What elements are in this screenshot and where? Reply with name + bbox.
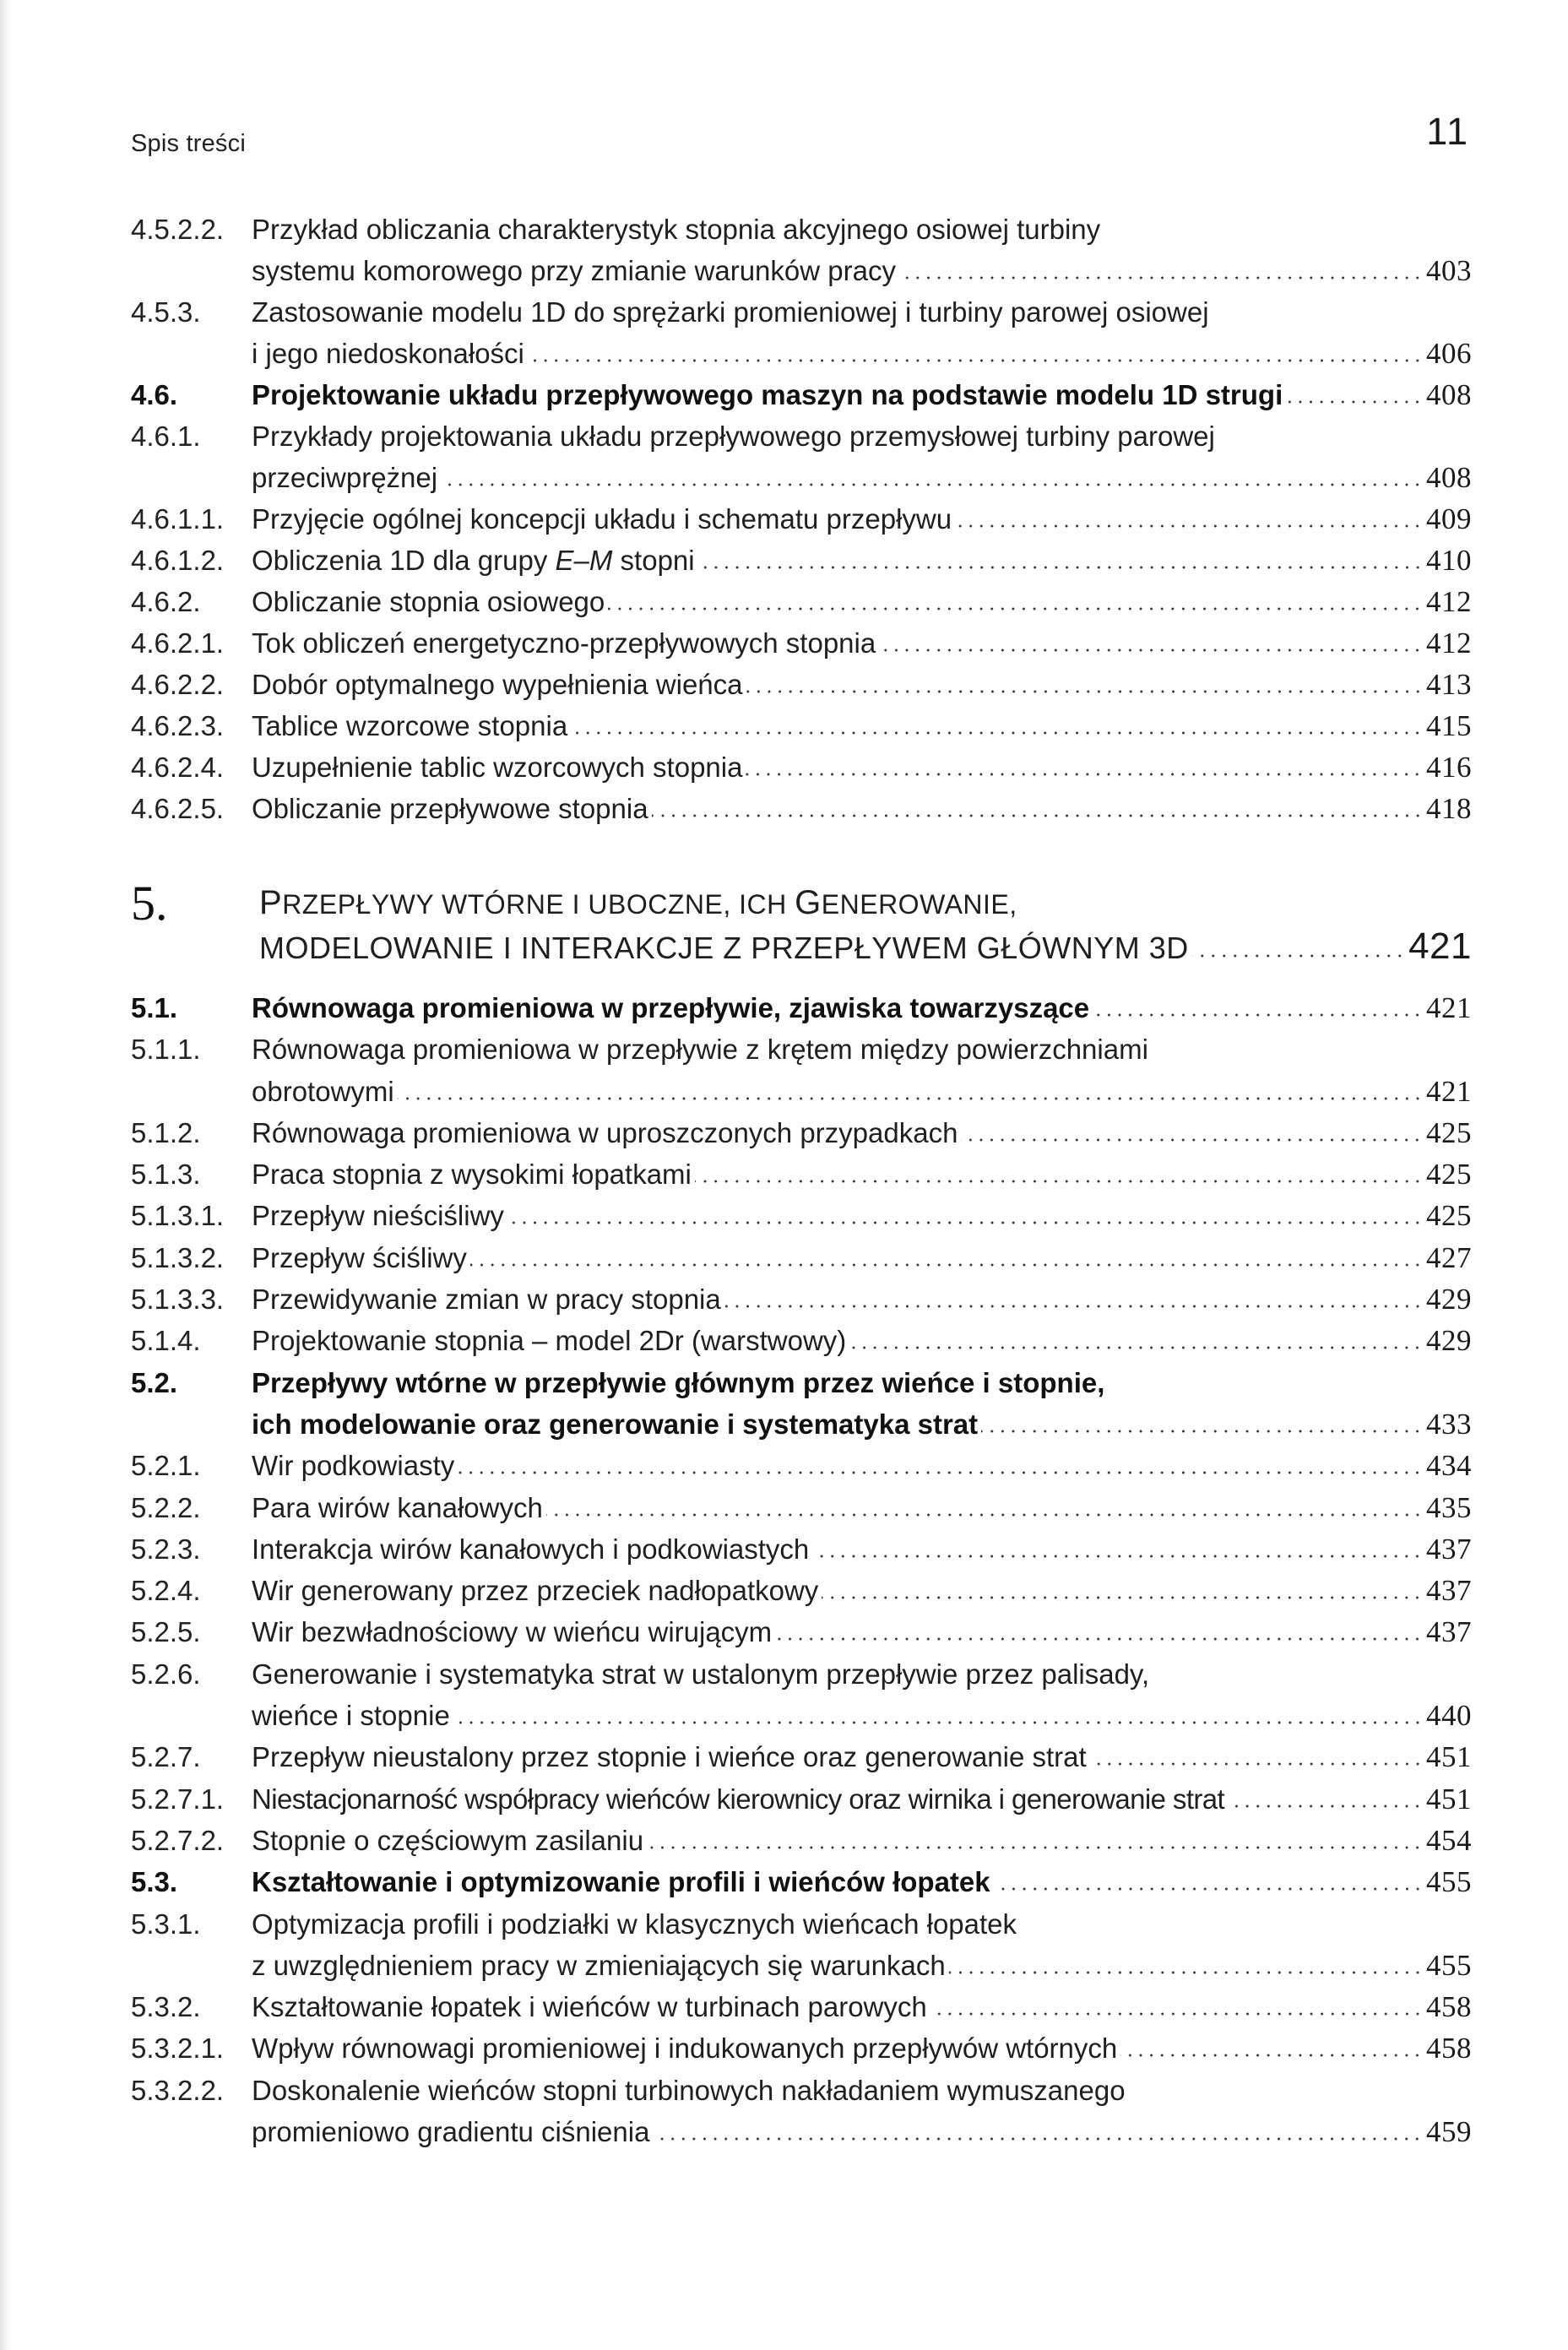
entry-number: 4.6.1.2. — [131, 545, 225, 576]
toc-entry[interactable] — [131, 1278, 1472, 1320]
toc-entry[interactable] — [131, 788, 1472, 829]
toc-entry[interactable] — [131, 1320, 1472, 1361]
dot-leader — [695, 1180, 1423, 1183]
entry-page: 437 — [1426, 1532, 1472, 1566]
entry-title: Przewidywanie zmian w pracy stopnia — [252, 1284, 721, 1316]
title-part: Obliczenia 1D dla grupy — [252, 545, 556, 576]
dot-leader — [994, 1887, 1423, 1891]
entry-page: 440 — [1426, 1699, 1472, 1733]
entry-page: 451 — [1426, 1740, 1472, 1774]
entry-page: 409 — [1426, 502, 1472, 535]
entry-page: 403 — [1426, 254, 1472, 287]
entry-number: 5.1.3. — [131, 1159, 201, 1191]
dot-leader — [458, 1471, 1423, 1474]
toc-entry[interactable] — [131, 622, 1472, 664]
toc-entry[interactable] — [131, 1487, 1472, 1528]
chapter-page: 421 — [1408, 925, 1472, 967]
entry-title: Przepływy wtórne w przepływie głównym przez wieńce i stopnie, — [252, 1366, 1105, 1398]
dot-leader — [398, 1097, 1423, 1100]
dot-leader — [1093, 1013, 1423, 1017]
title-part: ENEROWANIE, — [821, 889, 1017, 920]
entry-number: 4.6. — [131, 379, 178, 410]
title-part: stopni — [612, 545, 695, 576]
toc-entry[interactable] — [131, 1611, 1472, 1653]
entry-title: Wpływ równowagi promieniowej i indukowanych przepływów wtórnych — [252, 2033, 1118, 2065]
entry-number: 4.6.2.1. — [131, 627, 225, 659]
chapter-title-line1 — [259, 882, 1017, 925]
entry-title: Przykłady projektowania układu przepływowego przemysłowej turbiny parowej — [252, 421, 1215, 452]
dot-leader — [899, 276, 1423, 280]
dot-leader — [608, 607, 1423, 611]
dot-leader — [1090, 1762, 1423, 1766]
chapter-number: 5. — [131, 876, 168, 931]
entry-title: wieńce i stopnie — [252, 1700, 450, 1732]
entry-number: 4.6.2. — [131, 586, 201, 617]
entry-number: 5.2.7.2. — [131, 1824, 225, 1856]
toc-section-4 — [131, 209, 1472, 829]
dot-leader — [470, 1263, 1423, 1267]
toc-entry[interactable] — [131, 581, 1472, 622]
entry-page: 415 — [1426, 709, 1472, 742]
toc-entry[interactable] — [131, 1445, 1472, 1486]
toc-entry[interactable] — [131, 1237, 1472, 1278]
entry-title: Doskonalenie wieńców stopni turbinowych nakładaniem wymuszanego — [252, 2074, 1126, 2106]
toc-entry[interactable] — [131, 209, 1472, 291]
toc-entry[interactable] — [131, 1362, 1472, 1446]
entry-page: 421 — [1426, 991, 1472, 1024]
dot-leader — [961, 1138, 1423, 1142]
dot-leader — [1228, 1805, 1423, 1808]
entry-title: ich modelowanie oraz generowanie i systematyka strat — [252, 1408, 979, 1440]
entry-number: 4.5.3. — [131, 296, 201, 328]
dot-leader — [441, 483, 1423, 486]
toc-entry[interactable] — [131, 1153, 1472, 1195]
entry-title: Przykład obliczania charakterystyk stopnia akcyjnego osiowej turbiny — [252, 214, 1101, 245]
entry-page: 427 — [1426, 1240, 1472, 1274]
entry-title: Projektowanie stopnia – model 2Dr (warstwowy) — [252, 1325, 847, 1357]
toc-entry[interactable] — [131, 291, 1472, 374]
entry-title: Dobór optymalnego wypełnienia wieńca — [252, 669, 743, 700]
entry-title: Zastosowanie modelu 1D do sprężarki promieniowej i turbiny parowej osiowej — [252, 296, 1209, 328]
entry-page: 458 — [1426, 1990, 1472, 2024]
entry-title: Obliczanie przepływowe stopnia — [252, 793, 648, 824]
toc-entry[interactable] — [131, 2027, 1472, 2069]
dot-leader — [652, 814, 1423, 817]
dot-leader — [746, 773, 1423, 776]
entry-title: Stopnie o częściowym zasilaniu — [252, 1824, 644, 1856]
entry-title: Tablice wzorcowe stopnia — [252, 710, 568, 741]
dot-leader — [981, 1430, 1423, 1433]
entry-title: Interakcja wirów kanałowych i podkowiastych — [252, 1533, 810, 1565]
toc-entry[interactable] — [131, 1570, 1472, 1611]
entry-title: Tok obliczeń energetyczno-przepływowych stopnia — [252, 627, 876, 659]
entry-page: 413 — [1426, 668, 1472, 701]
toc-entry[interactable] — [131, 1861, 1472, 1902]
entry-number: 5.3.2.1. — [131, 2033, 225, 2065]
entry-title: systemu komorowego przy zmianie warunków pracy — [252, 255, 896, 286]
entry-title: Uzupełnienie tablic wzorcowych stopnia — [252, 752, 743, 783]
toc-entry[interactable] — [131, 987, 1472, 1028]
entry-page: 425 — [1426, 1115, 1472, 1149]
entry-title: Praca stopnia z wysokimi łopatkami — [252, 1159, 692, 1191]
entry-page: 406 — [1426, 337, 1472, 370]
entry-number: 5.1.3.2. — [131, 1241, 225, 1273]
entry-title: Kształtowanie i optymizowanie profili i wieńców łopatek — [252, 1866, 990, 1898]
dot-leader — [746, 690, 1423, 693]
toc-entry[interactable] — [131, 1903, 1472, 1987]
entry-title — [252, 540, 695, 581]
entry-page: 459 — [1426, 2115, 1472, 2149]
entry-number: 5.2. — [131, 1366, 178, 1398]
entry-page: 425 — [1426, 1199, 1472, 1233]
entry-title: Generowanie i systematyka strat w ustalonym przepływie przez palisady, — [252, 1658, 1150, 1690]
entry-title: Równowaga promieniowa w uproszczonych przypadkach — [252, 1116, 958, 1148]
dot-leader — [849, 1346, 1423, 1349]
entry-number: 5.2.6. — [131, 1658, 201, 1690]
entry-page: 408 — [1426, 378, 1472, 411]
entry-title: Wir bezwładnościowy w wieńcu wirującym — [252, 1616, 773, 1648]
dot-leader — [453, 1721, 1423, 1724]
entry-number: 4.6.1. — [131, 421, 201, 452]
toc-entry[interactable] — [131, 1778, 1472, 1820]
entry-number: 5.2.7. — [131, 1741, 201, 1773]
dot-leader — [775, 1637, 1423, 1641]
toc-entry[interactable] — [131, 2070, 1472, 2153]
entry-number: 5.3.2. — [131, 1991, 201, 2023]
dot-leader — [507, 1221, 1423, 1224]
toc-entry[interactable] — [131, 705, 1472, 746]
entry-title: obrotowymi — [252, 1075, 394, 1107]
entry-title: Obliczanie stopnia osiowego — [252, 586, 605, 617]
title-part: P — [259, 884, 283, 921]
entry-page: 455 — [1426, 1865, 1472, 1899]
entry-page: 437 — [1426, 1574, 1472, 1608]
entry-number: 4.5.2.2. — [131, 214, 225, 245]
entry-number: 5.2.5. — [131, 1616, 201, 1648]
entry-page: 421 — [1426, 1074, 1472, 1108]
title-part: RZEPŁYWY WTÓRNE I UBOCZNE, ICH — [282, 889, 795, 920]
entry-number: 4.6.2.4. — [131, 752, 225, 783]
entry-page: 418 — [1426, 792, 1472, 825]
dot-leader — [949, 1971, 1423, 1974]
toc-entry[interactable] — [131, 1736, 1472, 1777]
entry-number: 5.1.4. — [131, 1325, 201, 1357]
entry-number: 5.3.1. — [131, 1908, 201, 1940]
entry-number: 5.3. — [131, 1866, 178, 1898]
entry-page: 412 — [1426, 627, 1472, 659]
scan-edge — [0, 0, 12, 2350]
dot-leader — [955, 524, 1423, 528]
toc-entry[interactable] — [131, 1653, 1472, 1737]
dot-leader — [1120, 2054, 1423, 2057]
toc-entry[interactable] — [131, 374, 1472, 415]
dot-leader — [698, 566, 1423, 569]
entry-number: 5.3.2.2. — [131, 2074, 225, 2106]
entry-title: i jego niedoskonałości — [252, 338, 524, 369]
entry-title: Optymizacja profili i podziałki w klasycznych wieńcach łopatek — [252, 1908, 1017, 1940]
entry-title: Równowaga promieniowa w przepływie z krętem między powierzchniami — [252, 1034, 1148, 1066]
entry-title: z uwzględnieniem pracy w zmieniających się warunkach — [252, 1949, 946, 1981]
toc-entry[interactable] — [131, 1986, 1472, 2027]
dot-leader — [528, 359, 1423, 362]
entry-title: promieniowo gradientu ciśnienia — [252, 2116, 650, 2148]
entry-page: 433 — [1426, 1407, 1472, 1441]
entry-page: 434 — [1426, 1449, 1472, 1483]
entry-number: 4.6.1.1. — [131, 503, 225, 535]
entry-title: Projektowanie układu przepływowego maszyn na podstawie modelu 1D strugi — [252, 379, 1283, 410]
entry-page: 412 — [1426, 585, 1472, 618]
entry-page: 429 — [1426, 1324, 1472, 1358]
entry-title: przeciwprężnej — [252, 462, 438, 493]
chapter-title-line2: MODELOWANIE I INTERAKCJE Z PRZEPŁYWEM GŁÓWNYM 3D — [259, 931, 1189, 965]
entry-title: Wir podkowiasty — [252, 1450, 455, 1482]
entry-number: 5.2.1. — [131, 1450, 201, 1482]
entry-number: 5.1. — [131, 992, 178, 1023]
entry-page: 437 — [1426, 1615, 1472, 1649]
toc-entry[interactable] — [131, 1528, 1472, 1570]
entry-title: Przepływ nieustalony przez stopnie i wieńce oraz generowanie strat — [252, 1741, 1087, 1773]
title-part: G — [795, 884, 822, 921]
dot-leader — [546, 1513, 1423, 1517]
toc-entry[interactable] — [131, 746, 1472, 788]
entry-page: 454 — [1426, 1823, 1472, 1857]
entry-title: Para wirów kanałowych — [252, 1491, 543, 1523]
entry-number: 5.1.3.3. — [131, 1284, 225, 1316]
toc-entry[interactable] — [131, 1112, 1472, 1153]
dot-leader — [647, 1846, 1423, 1849]
entry-number: 5.1.1. — [131, 1034, 201, 1066]
entry-page: 455 — [1426, 1948, 1472, 1982]
entry-page: 458 — [1426, 2032, 1472, 2065]
entry-title: Przepływ ściśliwy — [252, 1241, 467, 1273]
toc-entry[interactable] — [131, 498, 1472, 540]
running-head: Spis treści — [131, 130, 246, 157]
entry-title: Kształtowanie łopatek i wieńców w turbinach parowych — [252, 1991, 927, 2023]
entry-page: 416 — [1426, 751, 1472, 784]
entry-page: 408 — [1426, 461, 1472, 494]
dot-leader — [1192, 954, 1405, 958]
dot-leader — [879, 649, 1423, 652]
italic-group-label: E–M — [555, 545, 613, 576]
chapter-heading[interactable] — [131, 876, 1472, 969]
entry-number: 5.2.2. — [131, 1491, 201, 1523]
entry-page: 451 — [1426, 1782, 1472, 1815]
entry-number: 4.6.2.5. — [131, 793, 225, 824]
entry-page: 435 — [1426, 1490, 1472, 1524]
entry-number: 5.2.4. — [131, 1575, 201, 1607]
entry-page: 425 — [1426, 1158, 1472, 1191]
entry-title: Przepływ nieściśliwy — [252, 1200, 504, 1232]
toc-entry[interactable] — [131, 540, 1472, 581]
entry-number: 5.2.3. — [131, 1533, 201, 1565]
toc-entry[interactable] — [131, 1820, 1472, 1861]
entry-page: 429 — [1426, 1283, 1472, 1316]
toc-entry[interactable] — [131, 415, 1472, 498]
entry-title: Równowaga promieniowa w przepływie, zjawiska towarzyszące — [252, 992, 1090, 1023]
entry-number: 4.6.2.2. — [131, 669, 225, 700]
dot-leader — [724, 1305, 1423, 1308]
dot-leader — [653, 2137, 1423, 2141]
dot-leader — [1286, 400, 1423, 404]
entry-title: Niestacjonarność współpracy wieńców kierownicy oraz wirnika i generowanie strat — [252, 1783, 1225, 1815]
dot-leader — [812, 1555, 1423, 1558]
dot-leader — [822, 1596, 1423, 1599]
toc-entry[interactable] — [131, 1028, 1472, 1112]
entry-number: 4.6.2.3. — [131, 710, 225, 741]
toc-entry[interactable] — [131, 1195, 1472, 1236]
page-number: 11 — [1426, 110, 1469, 153]
dot-leader — [930, 2012, 1423, 2016]
entry-number: 5.2.7.1. — [131, 1783, 225, 1815]
entry-title: Przyjęcie ogólnej koncepcji układu i schematu przepływu — [252, 503, 952, 535]
entry-number: 5.1.3.1. — [131, 1200, 225, 1232]
entry-number: 5.1.2. — [131, 1116, 201, 1148]
toc-section-5 — [131, 987, 1472, 2152]
entry-title: Wir generowany przez przeciek nadłopatkowy — [252, 1575, 819, 1607]
entry-page: 410 — [1426, 544, 1472, 577]
dot-leader — [571, 731, 1423, 735]
toc-entry[interactable] — [131, 664, 1472, 705]
